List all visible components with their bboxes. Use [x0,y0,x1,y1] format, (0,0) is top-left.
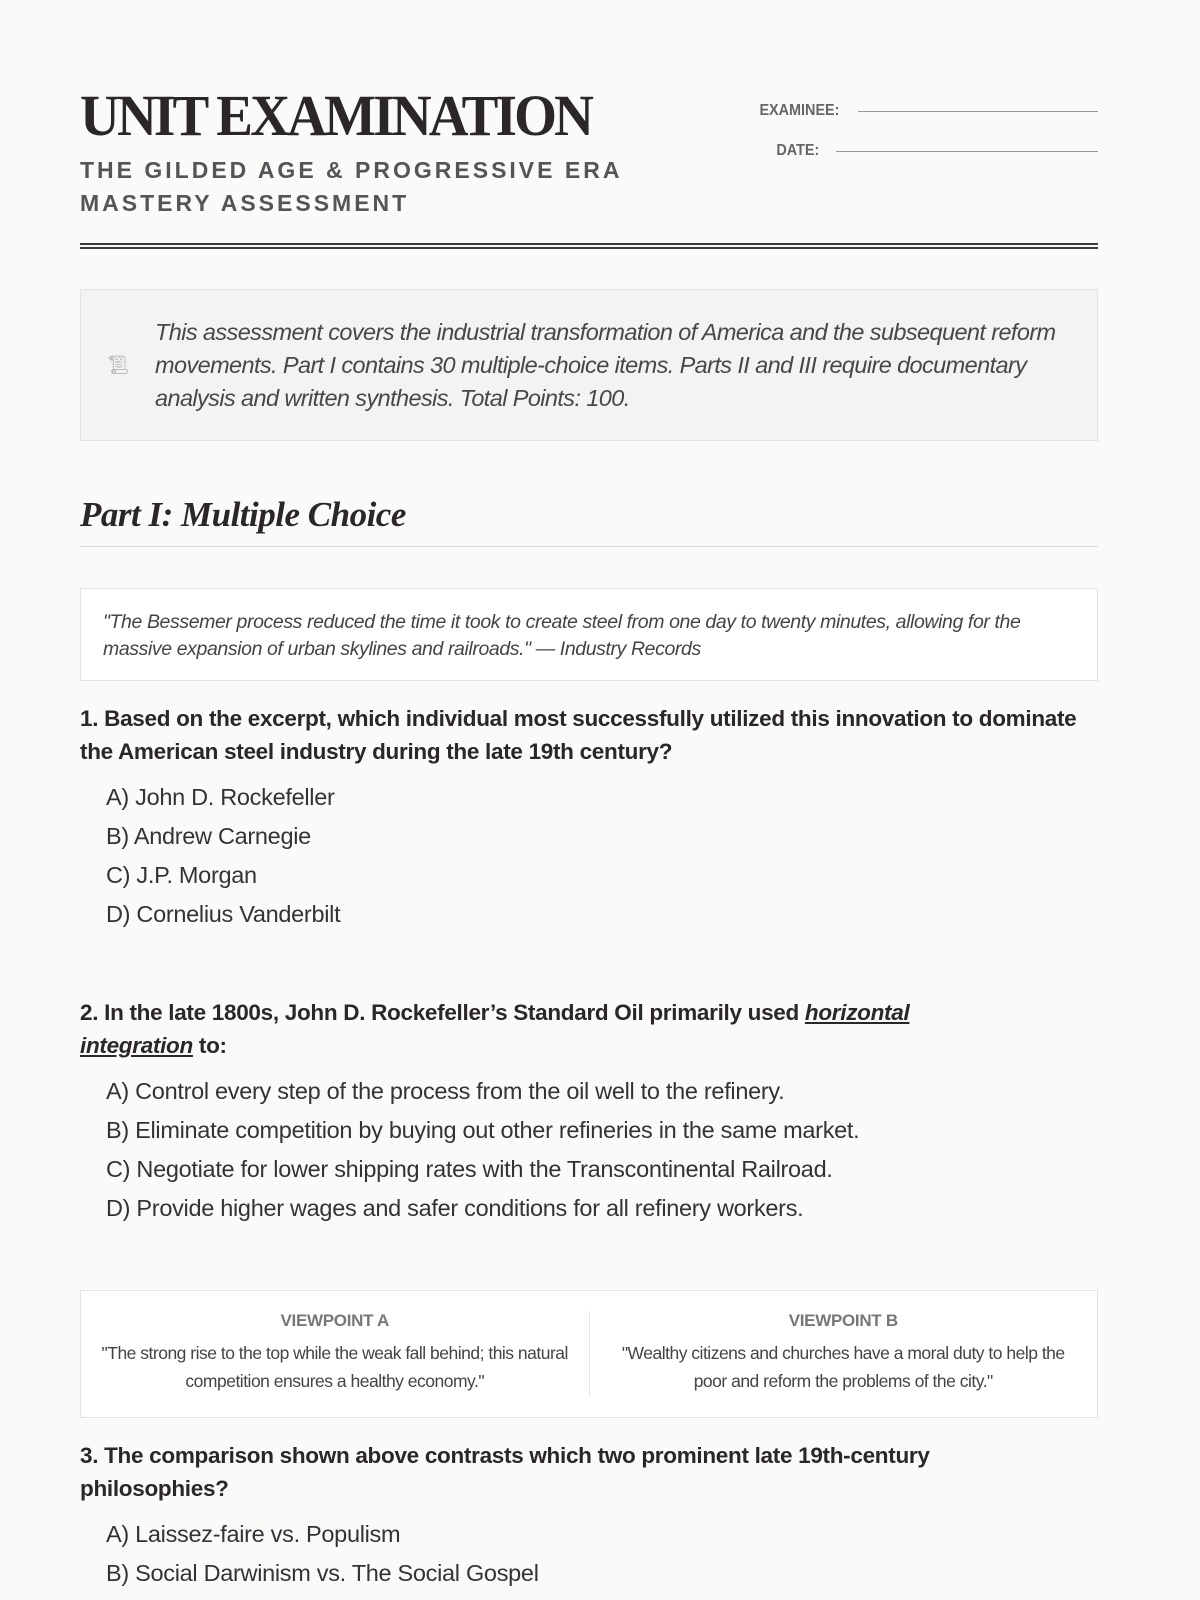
examinee-label: EXAMINEE: [759,102,840,119]
heading-divider [80,546,1098,547]
option[interactable]: A) Control every step of the process from the oil well to the refinery. [106,1078,785,1104]
part-heading: Part I: Multiple Choice [80,495,406,534]
instructions-box [80,289,1098,441]
option[interactable]: C) Negotiate for lower shipping rates with the Transcontinental Railroad. [106,1156,833,1182]
viewpoint-quote: "The strong rise to the top while the weak fall behind; this natural competition ensures a healthy economy." [101,1343,568,1391]
question-2-text-end: to: [192,1033,227,1058]
question-2 [80,996,1010,1062]
viewpoint-b [589,1311,1098,1397]
option[interactable]: A) Laissez-faire vs. Populism [106,1521,401,1547]
date-label: DATE: [776,142,820,159]
examinee-line[interactable] [858,111,1098,112]
exam-subtitle: THE GILDED AGE & PROGRESSIVE ERA MASTERY ASSESSMENT [80,157,622,216]
question-1-options [106,782,340,938]
viewpoint-quote: "Wealthy citizens and churches have a moral duty to help the poor and reform the problems of the city." [621,1343,1065,1391]
option[interactable]: B) Social Darwinism vs. The Social Gospel [106,1560,539,1586]
option[interactable]: B) Eliminate competition by buying out other refineries in the same market. [106,1117,860,1143]
scroll-icon: 📜︎ [106,354,130,375]
question-3-options [106,1519,539,1597]
option[interactable]: D) Provide higher wages and safer conditions for all refinery workers. [106,1195,804,1221]
excerpt-box: "The Bessemer process reduced the time it took to create steel from one day to twenty minutes, allowing for the massive expansion of urban skylines and railroads." — Industry Records [80,588,1098,681]
question-3: 3. The comparison shown above contrasts which two prominent late 19th-century philosophies? [80,1443,930,1501]
option[interactable]: D) Cornelius Vanderbilt [106,901,341,927]
viewpoint-label: VIEWPOINT B [788,1311,898,1330]
option[interactable]: C) J.P. Morgan [106,862,257,888]
option[interactable]: A) John D. Rockefeller [106,784,335,810]
question-1: 1. Based on the excerpt, which individual most successfully utilized this innovation to dominate the American steel industry during the late 19th century? [80,706,1077,764]
instructions-text: This assessment covers the industrial transformation of America and the subsequent reform movements. Part I contains 30 multiple-choice items. Parts II and III require documentary analysis and written synthesis. Total Points: 100. [155,318,1056,411]
date-line[interactable] [836,151,1098,152]
viewpoints-box [80,1290,1098,1418]
date-field[interactable] [748,120,1098,160]
examinee-field[interactable] [748,80,1098,120]
question-2-options [106,1076,859,1232]
viewpoint-a [81,1311,589,1397]
examinee-fields [748,80,1098,160]
exam-title: UNIT EXAMINATION [80,83,592,148]
double-rule-divider [80,243,1098,249]
option[interactable]: B) Andrew Carnegie [106,823,311,849]
question-2-text: 2. In the late 1800s, John D. Rockefeller’s Standard Oil primarily used [80,1000,805,1025]
key-term: horizontal integration [80,1000,910,1058]
viewpoint-label: VIEWPOINT A [280,1311,389,1330]
